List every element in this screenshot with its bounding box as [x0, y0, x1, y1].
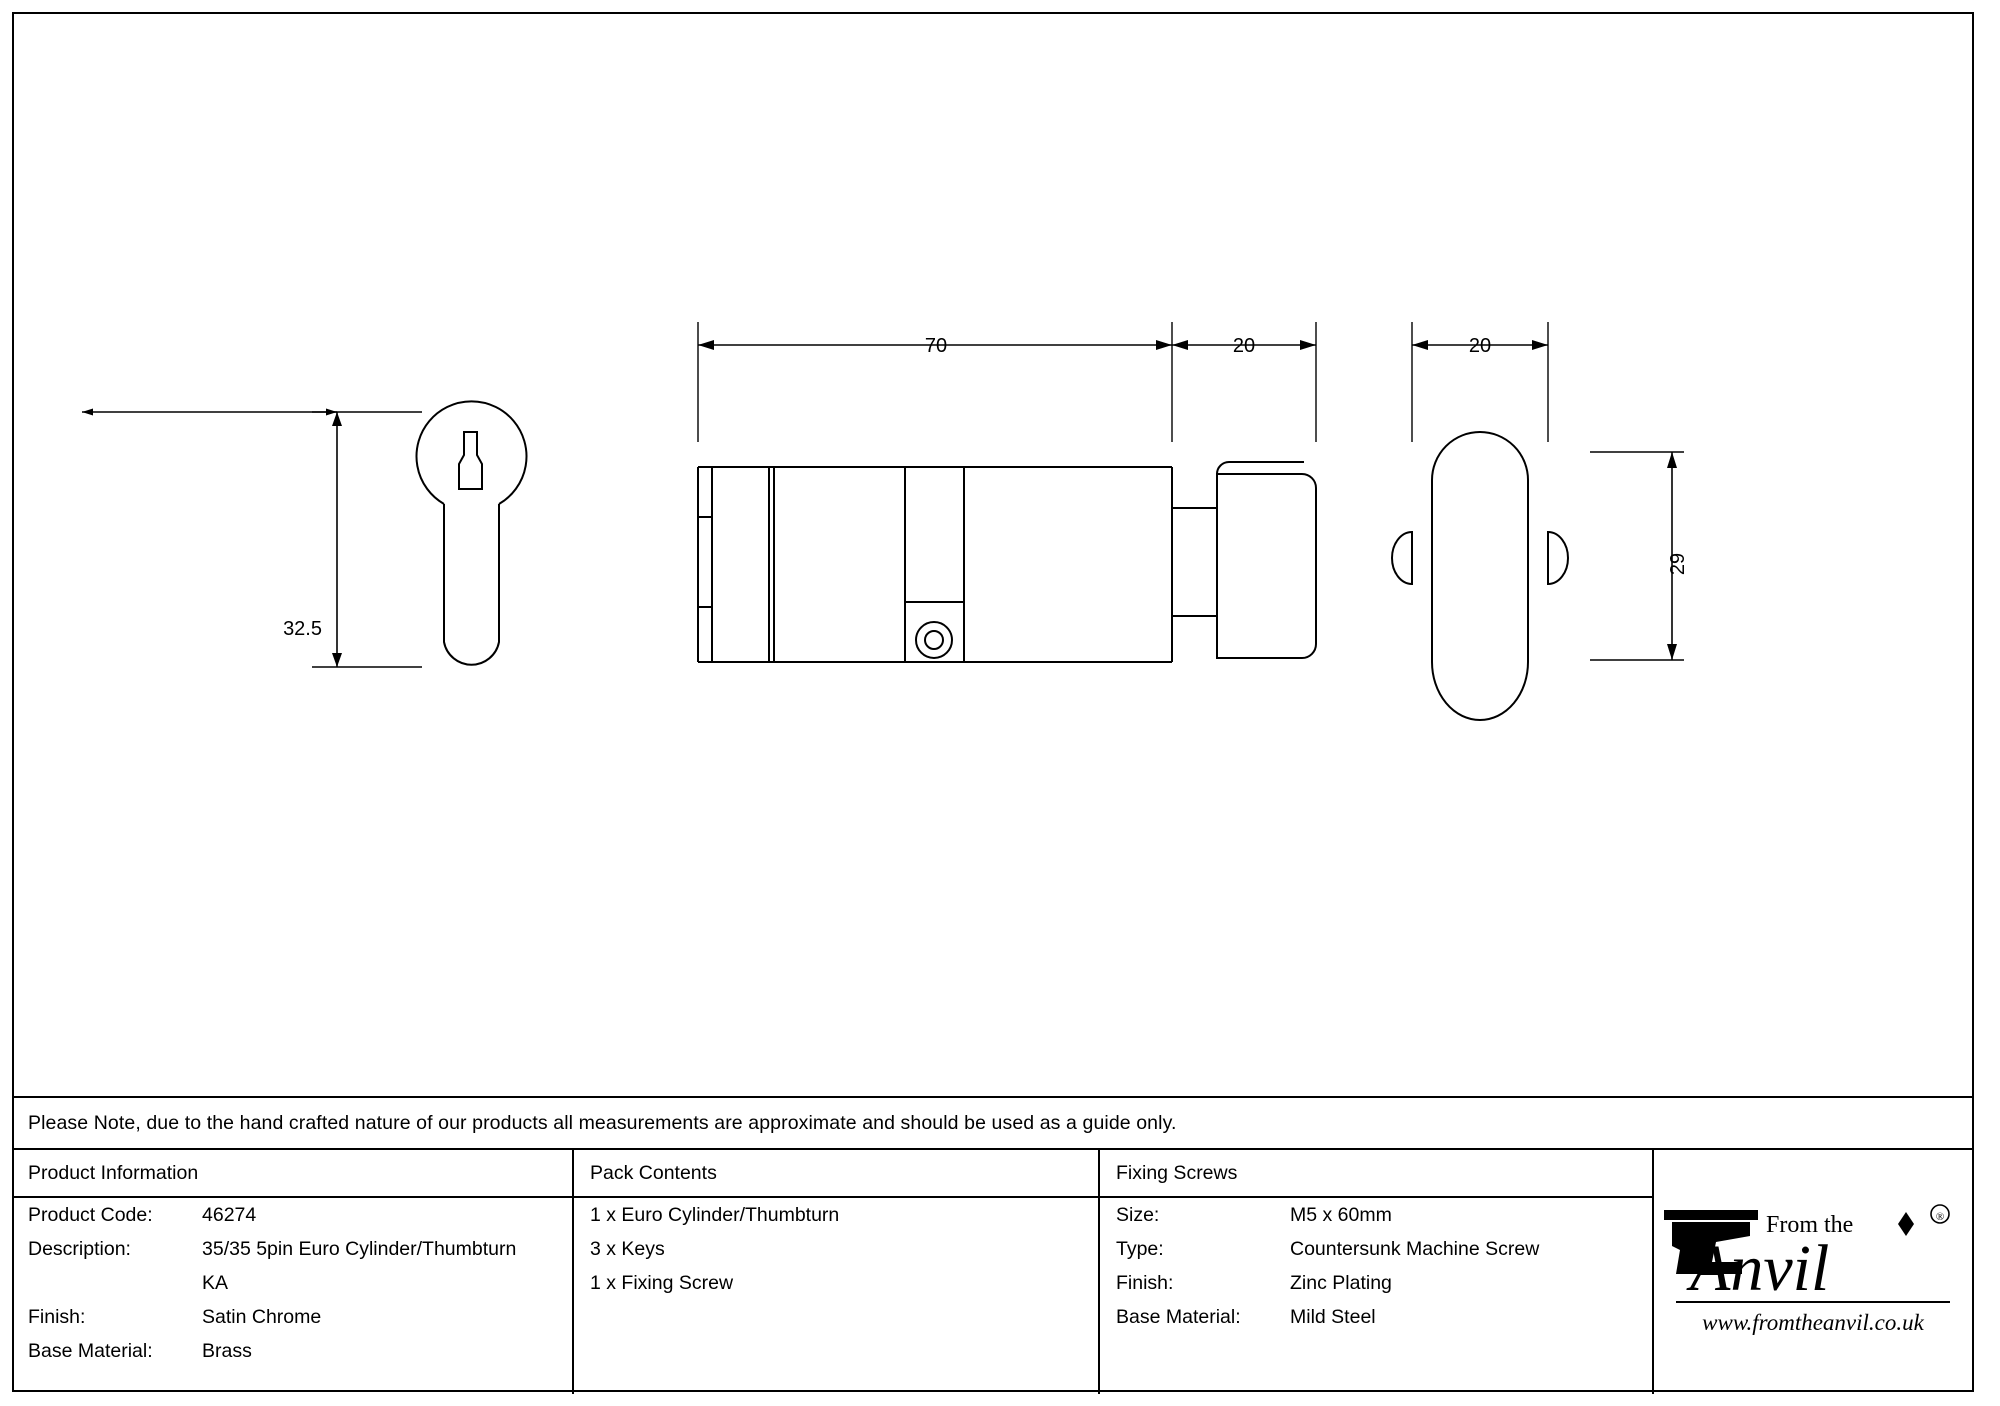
dim-label-70: 70 [924, 335, 948, 357]
base-material-label: Base Material: [28, 1340, 153, 1362]
table-row [1100, 1232, 1652, 1266]
screw-finish-value: Zinc Plating [1290, 1272, 1392, 1294]
product-information-title: Product Information [28, 1162, 199, 1184]
logo-from-the: From the [1766, 1212, 1854, 1238]
screw-type-label: Type: [1116, 1238, 1164, 1260]
fixing-screws-header [1100, 1150, 1652, 1198]
pack-item-3: 1 x Fixing Screw [590, 1272, 734, 1294]
screw-finish-label: Finish: [1116, 1272, 1174, 1294]
pack-contents-body [574, 1198, 1098, 1300]
drawing-svg [12, 12, 1974, 1098]
logo-registered: ® [1935, 1211, 1945, 1223]
product-information-header [12, 1150, 572, 1198]
brand-logo [1654, 1150, 1972, 1394]
cylinder-side-view [698, 462, 1316, 662]
table-row [1100, 1266, 1652, 1300]
table-row [1100, 1198, 1652, 1232]
description-label: Description: [28, 1238, 131, 1260]
product-information-column [12, 1150, 572, 1394]
end-view-profile [417, 401, 527, 664]
pack-item-2: 3 x Keys [590, 1238, 665, 1260]
table-row [12, 1334, 572, 1368]
logo-url: www.fromtheanvil.co.uk [1702, 1310, 1924, 1335]
pack-contents-title: Pack Contents [590, 1162, 717, 1184]
screw-base-material-label: Base Material: [1116, 1306, 1241, 1328]
screw-type-value: Countersunk Machine Screw [1290, 1238, 1540, 1260]
finish-value: Satin Chrome [202, 1306, 322, 1328]
base-material-value: Brass [202, 1340, 252, 1362]
table-row [1100, 1300, 1652, 1334]
finish-label: Finish: [28, 1306, 86, 1328]
table-row [12, 1266, 572, 1300]
diamond-icon [1898, 1212, 1914, 1236]
measurement-note: Please Note, due to the hand crafted nature of our products all measurements are approximate and should be used as a guide only. [28, 1112, 1177, 1134]
table-row [12, 1300, 572, 1334]
screw-size-label: Size: [1116, 1204, 1160, 1226]
product-code-label: Product Code: [28, 1204, 153, 1226]
table-row [12, 1232, 572, 1266]
thumbturn-front-view [1392, 432, 1568, 720]
screw-size-value: M5 x 60mm [1290, 1204, 1392, 1226]
list-item [574, 1232, 1098, 1266]
dim-label-29: 29 [1667, 552, 1689, 576]
description-value: 35/35 5pin Euro Cylinder/Thumbturn [202, 1238, 517, 1260]
list-item [574, 1198, 1098, 1232]
pack-item-1: 1 x Euro Cylinder/Thumbturn [590, 1204, 840, 1226]
pack-contents-column [574, 1150, 1098, 1394]
dim-label-20-turn: 20 [1468, 335, 1492, 357]
fixing-screws-body [1100, 1198, 1652, 1334]
measurement-note-band [12, 1096, 1974, 1148]
table-row [12, 1198, 572, 1232]
screw-base-material-value: Mild Steel [1290, 1306, 1376, 1328]
description-value-line2: KA [202, 1272, 229, 1294]
product-code-value: 46274 [202, 1204, 257, 1226]
info-table [12, 1148, 1974, 1392]
technical-drawing [12, 12, 1974, 1098]
fixing-screws-column [1100, 1150, 1652, 1394]
product-information-body [12, 1198, 572, 1368]
fixing-screws-title: Fixing Screws [1116, 1162, 1238, 1184]
dim-label-20-offset: 20 [1232, 335, 1256, 357]
dim-label-32-5: 32.5 [283, 618, 322, 640]
brand-logo-cell [1654, 1150, 1972, 1394]
pack-contents-header [574, 1150, 1098, 1198]
list-item [574, 1266, 1098, 1300]
logo-brand: Anvil [1690, 1232, 1830, 1305]
anvil-logo-svg [1654, 1150, 1972, 1394]
